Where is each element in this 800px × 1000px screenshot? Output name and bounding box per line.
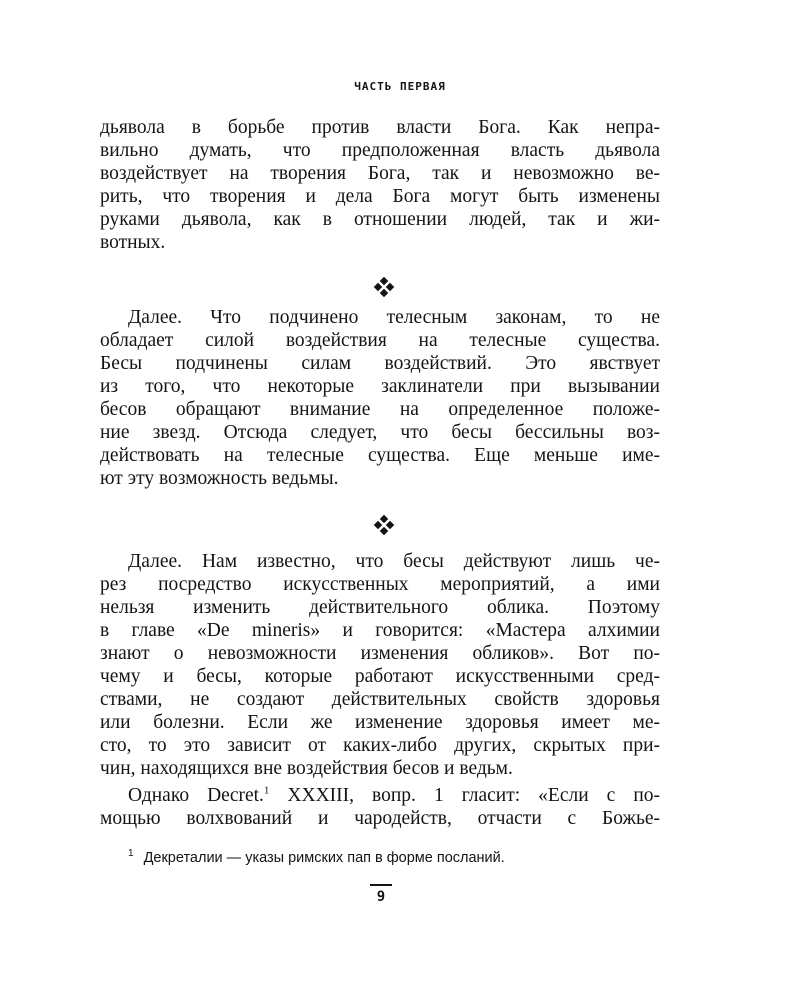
footnote-mark: 1 [128, 848, 134, 859]
paragraph-2 [100, 306, 660, 490]
text-line: ствами, не создают действительных свойств здоровья [100, 689, 660, 710]
text-line: Бесы подчинены силам воздействий. Это явствует [100, 353, 660, 374]
text-line: знают о невозможности изменения обликов». Вот по- [100, 643, 660, 664]
running-head: ЧАСТЬ ПЕРВАЯ [354, 80, 446, 93]
text-line: бесов обращают внимание на определенное положе- [100, 399, 660, 420]
text-fragment: XXXIII, вопр. 1 гласит: «Если с по- [269, 785, 660, 806]
text-line: действовать на телесные существа. Еще меньше име- [100, 445, 660, 466]
text-fragment: Однако Decret. [128, 785, 264, 806]
text-line: мощью волхвований и чародейств, отчасти с Божье- [100, 808, 660, 829]
text-line: руками дьявола, как в отношении людей, так и жи- [100, 209, 660, 230]
diamond-ornament-icon [373, 514, 395, 536]
text-line: вильно думать, что предположенная власть дьявола [100, 140, 660, 161]
text-line: рез посредство искусственных мероприятий, а ими [100, 574, 660, 595]
paragraph-3 [100, 550, 660, 780]
page-number: 9 [376, 889, 386, 905]
text-line: воздействует на творения Бога, так и невозможно ве- [100, 163, 660, 184]
diamond-ornament-icon [373, 276, 395, 298]
text-line: чин, находящихся вне воздействия бесов и ведьм. [100, 758, 513, 779]
folio-rule [370, 884, 392, 886]
footnote [128, 848, 668, 866]
footnote-text: Декреталии — указы римских пап в форме посланий. [143, 849, 505, 866]
text-line: нельзя изменить действительного облика. Поэтому [100, 597, 660, 618]
text-line: ние звезд. Отсюда следует, что бесы бессильны воз- [100, 422, 660, 443]
footnote-reference[interactable]: 1 [263, 784, 270, 797]
paragraph-4 [100, 784, 660, 830]
text-line: ют эту возможность ведьмы. [100, 468, 339, 489]
text-line: дьявола в борьбе против власти Бога. Как непра- [100, 117, 660, 138]
text-line: обладает силой воздействия на телесные существа. [100, 330, 660, 351]
text-line: в главе «De mineris» и говорится: «Мастера алхимии [100, 620, 660, 641]
text-line: сто, то это зависит от каких-либо других, скрытых при- [100, 735, 660, 756]
text-line: рить, что творения и дела Бога могут быть изменены [100, 186, 660, 207]
paragraph-1 [100, 116, 660, 254]
text-line: чему и бесы, которые работают искусственными сред- [100, 666, 660, 687]
text-line: вотных. [100, 232, 166, 253]
text-line: Далее. Нам известно, что бесы действуют лишь че- [128, 551, 660, 572]
text-line: из того, что некоторые заклинатели при вызывании [100, 376, 660, 397]
text-line: Далее. Что подчинено телесным законам, то не [128, 307, 660, 328]
text-line [100, 784, 660, 807]
text-line: или болезни. Если же изменение здоровья имеет ме- [100, 712, 660, 733]
